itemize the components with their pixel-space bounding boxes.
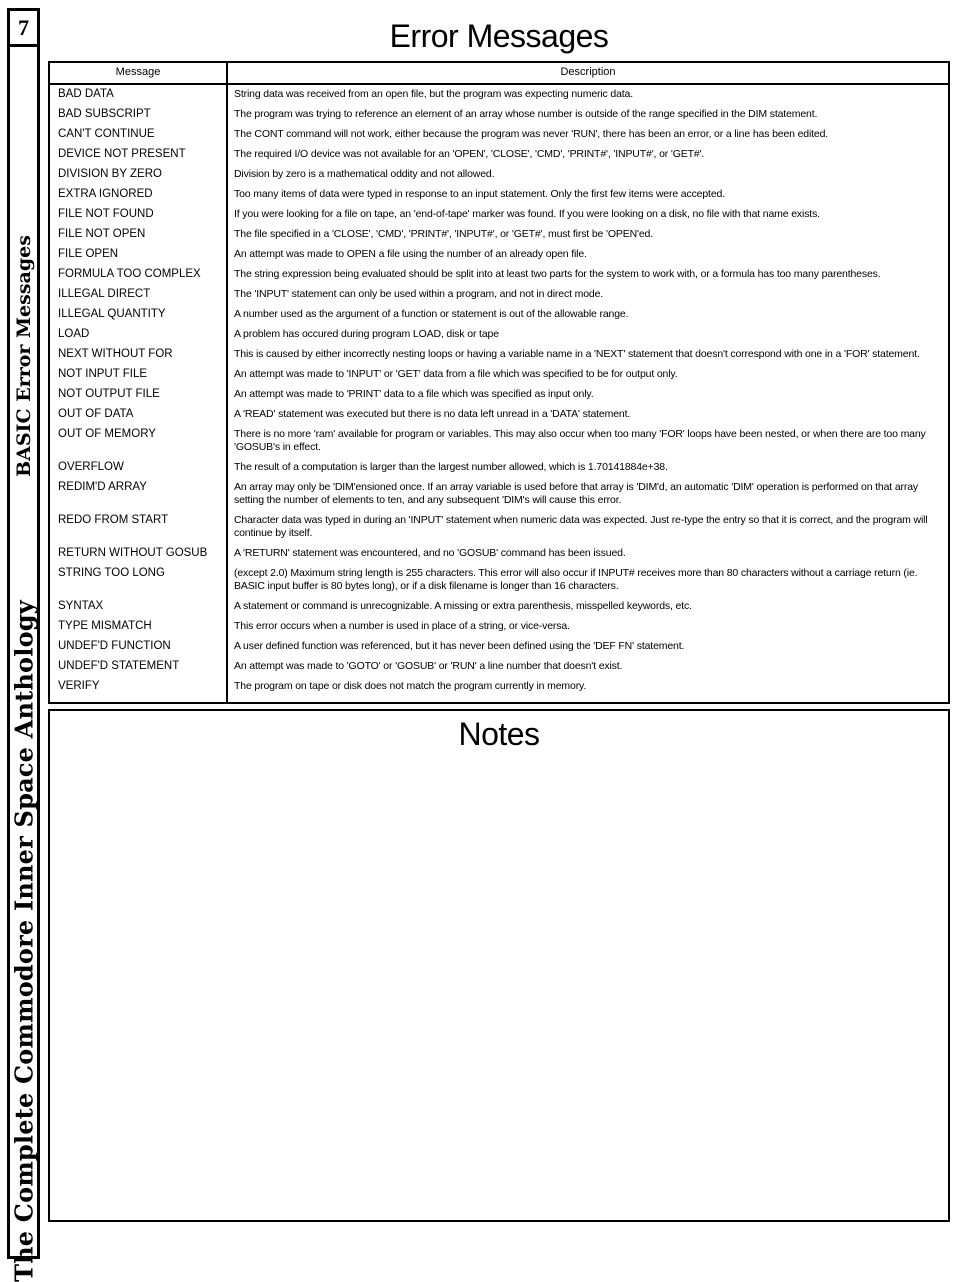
error-message-name: STRING TOO LONG [58, 567, 165, 579]
error-message-description: An array may only be 'DIM'ensioned once. If an array variable is used before that array is 'DIM'd, an automatic 'DIM' operation is performed on that array setting the number of elements to ten, and any subsequent 'DIM's will cause this error. [234, 481, 919, 506]
section-spine-title: BASIC Error Messages [12, 235, 35, 477]
page-title: Error Messages [389, 18, 609, 54]
error-message-description: The 'INPUT' statement can only be used within a program, and not in direct mode. [234, 288, 604, 300]
error-message-description: An attempt was made to 'PRINT' data to a file which was specified as input only. [234, 388, 594, 400]
error-message-description: A statement or command is unrecognizable. A missing or extra parenthesis, misspelled keywords, etc. [234, 600, 692, 612]
error-message-name: OVERFLOW [58, 461, 124, 473]
error-message-name: TYPE MISMATCH [58, 620, 152, 632]
error-message-description: This error occurs when a number is used in place of a string, or vice-versa. [234, 620, 570, 632]
table-row [50, 481, 948, 514]
error-message-name: REDIM'D ARRAY [58, 481, 147, 493]
table-row [50, 408, 948, 428]
error-message-description: A user defined function was referenced, but it has never been defined using the 'DEF FN' statement. [234, 640, 685, 652]
notes-box [48, 709, 950, 1222]
error-message-name: UNDEF'D FUNCTION [58, 640, 171, 652]
table-row [50, 567, 948, 600]
error-message-description: An attempt was made to 'GOTO' or 'GOSUB' or 'RUN' a line number that doesn't exist. [234, 660, 623, 672]
table-row [50, 547, 948, 567]
error-message-description: A 'READ' statement was executed but there is no data left unread in a 'DATA' statement. [234, 408, 631, 420]
table-row [50, 348, 948, 368]
table-header [50, 63, 948, 85]
error-message-description: The string expression being evaluated should be split into at least two parts for the system to work with, or a formula has too many parentheses. [234, 268, 881, 280]
error-message-description: An attempt was made to OPEN a file using the number of an already open file. [234, 248, 587, 260]
error-message-description: Character data was typed in during an 'INPUT' statement when numeric data was expected. Just re-type the entry so that it is correct, and the program will continue by itself. [234, 514, 928, 539]
error-message-description: A number used as the argument of a function or statement is out of the allowable range. [234, 308, 629, 320]
error-message-name: CAN'T CONTINUE [58, 128, 155, 140]
error-message-name: ILLEGAL QUANTITY [58, 308, 166, 320]
error-message-name: RETURN WITHOUT GOSUB [58, 547, 208, 559]
error-message-name: ILLEGAL DIRECT [58, 288, 151, 300]
error-message-name: NOT OUTPUT FILE [58, 388, 160, 400]
header-description: Description [560, 66, 616, 78]
error-messages-table [48, 61, 950, 704]
table-row [50, 128, 948, 148]
error-message-description: The result of a computation is larger than the largest number allowed, which is 1.70141884e+38. [234, 461, 668, 473]
table-row [50, 461, 948, 481]
error-message-description: This is caused by either incorrectly nesting loops or having a variable name in a 'NEXT' statement that doesn't correspond with one in a 'FOR' statement. [234, 348, 920, 360]
error-message-name: FORMULA TOO COMPLEX [58, 268, 201, 280]
table-row [50, 288, 948, 308]
book-spine [7, 8, 40, 1282]
error-message-description: Too many items of data were typed in response to an input statement. Only the first few items were accepted. [234, 188, 725, 200]
table-row [50, 188, 948, 208]
table-row [50, 328, 948, 348]
table-row [50, 680, 948, 700]
page-number: 7 [10, 11, 37, 47]
table-row [50, 228, 948, 248]
error-message-name: FILE OPEN [58, 248, 119, 260]
error-message-name: FILE NOT OPEN [58, 228, 146, 240]
table-row [50, 368, 948, 388]
error-message-name: EXTRA IGNORED [58, 188, 153, 200]
error-message-description: The program was trying to reference an element of an array whose number is outside of the range specified in the DIM statement. [234, 108, 818, 120]
error-message-name: BAD DATA [58, 88, 114, 100]
table-row [50, 428, 948, 461]
error-message-description: The required I/O device was not available for an 'OPEN', 'CLOSE', 'CMD', 'PRINT#', 'INPUT#', or 'GET#'. [234, 148, 705, 160]
error-message-name: DEVICE NOT PRESENT [58, 148, 186, 160]
table-row [50, 168, 948, 188]
error-message-description: There is no more 'ram' available for program or variables. This may also occur when too many 'FOR' loops have been nested, or when there are too many 'GOSUB's in effect. [234, 428, 926, 453]
notes-title: Notes [458, 716, 540, 752]
error-message-description: A 'RETURN' statement was encountered, and no 'GOSUB' command has been issued. [234, 547, 626, 559]
table-row [50, 88, 948, 108]
table-row [50, 248, 948, 268]
error-message-name: NEXT WITHOUT FOR [58, 348, 173, 360]
error-message-name: REDO FROM START [58, 514, 169, 526]
error-message-name: DIVISION BY ZERO [58, 168, 162, 180]
table-row [50, 640, 948, 660]
table-row [50, 660, 948, 680]
header-message: Message [115, 66, 161, 78]
table-row [50, 388, 948, 408]
table-body [50, 88, 948, 700]
table-row [50, 600, 948, 620]
table-row [50, 268, 948, 288]
error-message-name: VERIFY [58, 680, 100, 692]
error-message-description: An attempt was made to 'INPUT' or 'GET' data from a file which was specified to be for output only. [234, 368, 678, 380]
error-message-name: OUT OF MEMORY [58, 428, 156, 440]
table-row [50, 108, 948, 128]
table-row [50, 514, 948, 547]
error-message-name: FILE NOT FOUND [58, 208, 154, 220]
error-message-description: The CONT command will not work, either because the program was never 'RUN', there has been an error, or a line has been edited. [234, 128, 829, 140]
error-message-name: BAD SUBSCRIPT [58, 108, 151, 120]
error-message-description: The file specified in a 'CLOSE', 'CMD', 'PRINT#', 'INPUT#', or 'GET#', must first be 'OPEN'ed. [234, 228, 653, 240]
book-spine-title: The Complete Commodore Inner Space Anthology [9, 600, 38, 1282]
table-row [50, 620, 948, 640]
error-message-description: If you were looking for a file on tape, an 'end-of-tape' marker was found. If you were looking on a disk, no file with that name exists. [234, 208, 820, 220]
error-message-description: The program on tape or disk does not match the program currently in memory. [234, 680, 587, 692]
table-row [50, 308, 948, 328]
error-message-name: OUT OF DATA [58, 408, 134, 420]
error-message-name: LOAD [58, 328, 90, 340]
error-message-name: NOT INPUT FILE [58, 368, 148, 380]
error-message-description: String data was received from an open file, but the program was expecting numeric data. [234, 88, 634, 100]
table-row [50, 208, 948, 228]
table-row [50, 148, 948, 168]
error-message-name: SYNTAX [58, 600, 104, 612]
error-message-description: (except 2.0) Maximum string length is 255 characters. This error will also occur if INPUT# receives more than 80 characters without a carriage return (ie. BASIC input buffer is 80 bytes long), or if a disk filename is longer than 16 characters. [234, 567, 918, 592]
error-message-description: A problem has occured during program LOAD, disk or tape [234, 328, 499, 340]
error-message-description: Division by zero is a mathematical oddity and not allowed. [234, 168, 495, 180]
error-message-name: UNDEF'D STATEMENT [58, 660, 180, 672]
